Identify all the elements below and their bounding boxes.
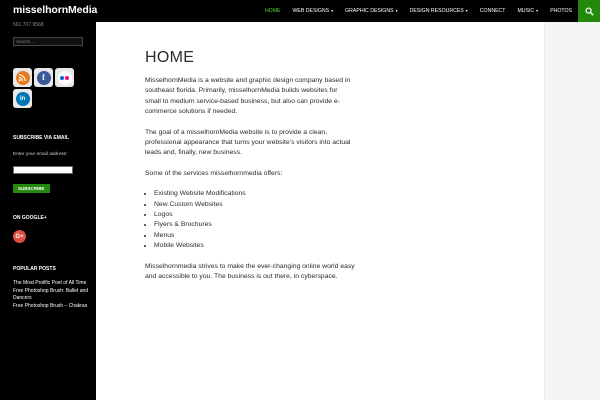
nav-music-label: MUSIC <box>517 8 535 14</box>
nav-photos[interactable] <box>544 0 578 22</box>
nav-graphic-designs-label: GRAPHIC DESIGNS <box>345 8 394 14</box>
nav-music[interactable] <box>511 0 544 22</box>
popular-post-link[interactable]: Free Photoshop Brush – Chakras <box>13 302 88 309</box>
chevron-down-icon: ▾ <box>465 8 468 13</box>
nav-design-resources[interactable] <box>404 0 474 22</box>
popular-posts-list <box>13 280 89 310</box>
rss-icon[interactable] <box>13 68 32 87</box>
social-icons <box>13 68 75 110</box>
google-heading: ON GOOGLE+ <box>13 215 47 221</box>
popular-post-link[interactable]: Free Photoshop Brush: Ballet and Dancers <box>13 287 89 301</box>
nav-graphic-designs[interactable] <box>339 0 403 22</box>
search-icon <box>585 7 594 16</box>
facebook-icon[interactable] <box>34 68 53 87</box>
subscribe-button[interactable]: SUBSCRIBE <box>13 184 50 193</box>
list-item: • Mobile Websites <box>154 241 355 251</box>
popular-posts-heading: POPULAR POSTS <box>13 266 56 272</box>
search-input[interactable] <box>13 37 83 46</box>
top-bar <box>0 0 600 22</box>
list-item: • Logos <box>154 210 355 220</box>
email-field[interactable] <box>13 166 73 174</box>
nav-connect[interactable] <box>474 0 512 22</box>
list-item: • New Custom Websites <box>154 200 355 210</box>
chevron-down-icon: ▾ <box>331 8 334 13</box>
flickr-icon[interactable] <box>55 68 74 87</box>
chevron-down-icon: ▾ <box>536 8 539 13</box>
phone-number: 561.707.9568 <box>13 22 44 28</box>
linkedin-icon[interactable] <box>13 89 32 108</box>
chevron-down-icon: ▾ <box>395 8 398 13</box>
linkedin-glyph: in <box>16 92 30 106</box>
nav-photos-label: PHOTOS <box>550 8 572 14</box>
nav-home[interactable] <box>259 0 287 22</box>
goal-paragraph: The goal of a misselhornMedia website is to provide a clean, professional appearance that turns your website’s visitors into actual leads and, finally, new business. <box>145 128 351 157</box>
list-item: • Menus <box>154 231 355 241</box>
page-title: HOME <box>145 49 195 66</box>
list-item: • Flyers & Brochures <box>154 220 355 230</box>
facebook-glyph: f <box>37 71 51 85</box>
list-item: • Existing Website Modifications <box>154 189 355 199</box>
nav-design-resources-label: DESIGN RESOURCES <box>409 8 464 14</box>
services-intro: Some of the services misselhornmedia offers: <box>145 169 283 177</box>
nav-connect-label: CONNECT <box>479 8 506 14</box>
search-toggle-button[interactable] <box>578 0 600 22</box>
nav-home-label: HOME <box>264 8 281 14</box>
nav-web-designs-label: WEB DESIGNS <box>292 8 330 14</box>
subscribe-heading: SUBSCRIBE VIA EMAIL <box>13 135 69 141</box>
intro-paragraph: MisselhornMedia is a website and graphic design company based in southeast florida. Primarily, misselhornMedia builds websites for small to medium service-based business, but also can provide e-commerce solutions if needed. <box>145 77 351 116</box>
main-content <box>145 49 355 293</box>
google-plus-icon[interactable]: G+ <box>13 230 26 243</box>
services-list <box>145 189 355 251</box>
site-title[interactable]: misselhornMedia <box>13 4 98 16</box>
rss-glyph-icon <box>18 73 27 82</box>
sidebar <box>0 22 96 400</box>
right-rail <box>544 22 600 400</box>
closing-paragraph: Misselhornmedia strives to make the ever-changing online world easy and accessible to you. The business is out there, in cyberspace. <box>145 262 355 281</box>
nav-web-designs[interactable] <box>287 0 340 22</box>
email-label: Enter your email address: <box>13 152 68 157</box>
main-nav <box>259 0 600 22</box>
popular-post-link[interactable]: The Most Prolific Poet of All Time <box>13 280 87 286</box>
